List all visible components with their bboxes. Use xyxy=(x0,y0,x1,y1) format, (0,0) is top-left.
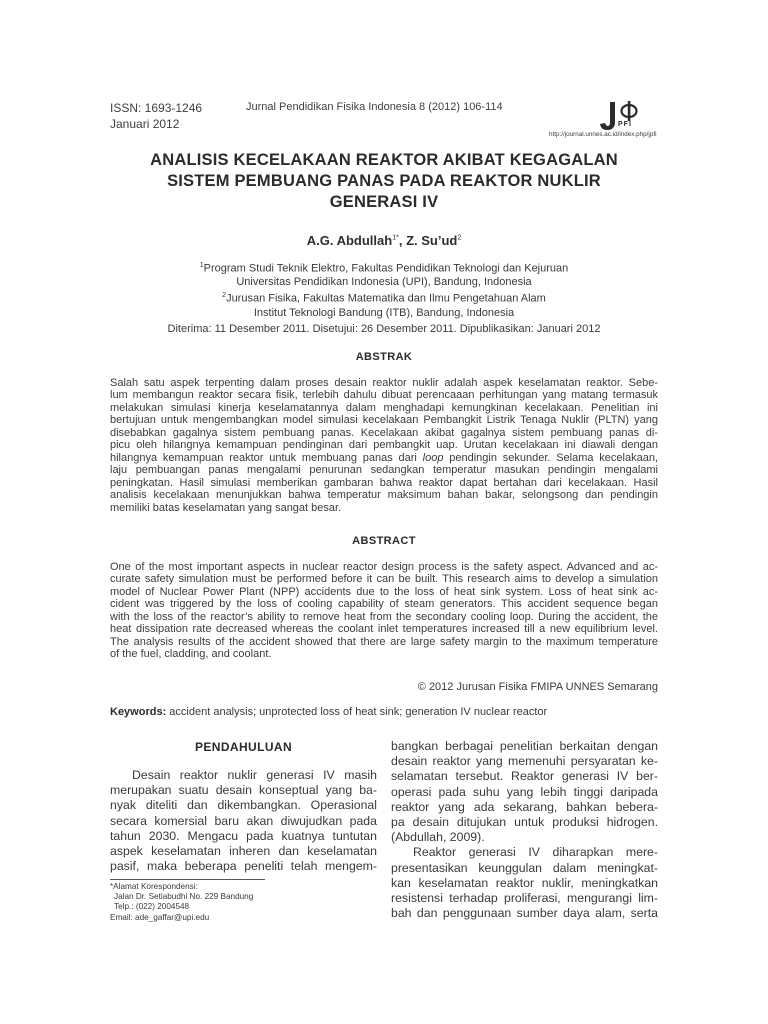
abstract-line: The analysis results of the accident showed that there are large safety margin to the maximum temperature xyxy=(110,635,658,648)
keywords-text: accident analysis; unprotected loss of heat sink; generation IV nuclear reactor xyxy=(166,706,548,718)
footnote xyxy=(110,882,253,923)
body-line: merupakan suatu desain konseptual yang ba- xyxy=(110,783,377,798)
body-line: presentasikan keunggulan dalam meningkat- xyxy=(391,860,658,875)
footnote-line: Telp.: (022) 2004548 xyxy=(114,902,190,912)
affiliations xyxy=(0,259,768,320)
abstrak-italic-term: loop xyxy=(422,451,444,464)
title-line: SISTEM PEMBUANG PANAS PADA REAKTOR NUKLIR xyxy=(167,172,601,190)
footnote-rule xyxy=(110,879,265,880)
abstrak-line: picu oleh hilangnya kemampuan pendinginan dari pembangkit uap. Urutan kecelakaan ini diawali dengan xyxy=(110,439,658,452)
section-heading-pendahuluan: PENDAHULUAN xyxy=(194,740,293,754)
body-line: Desain reaktor nuklir generasi IV masih xyxy=(132,768,377,782)
article-title xyxy=(60,150,708,213)
footnote-line: Jalan Dr. Setiabudhi No. 229 Bandung xyxy=(114,892,254,902)
abstract-heading: ABSTRACT xyxy=(352,535,416,547)
body-line: pasif, maka beberapa peneliti telah mengem- xyxy=(110,859,377,874)
abstrak-line: memiliki batas keselamatan yang sangat besar. xyxy=(110,501,342,514)
publication-dates: Diterima: 11 Desember 2011. Disetujui: 26 Desember 2011. Dipublikasikan: Januari 2012 xyxy=(167,323,601,335)
affiliation-text: Jurusan Fisika, Fakultas Matematika dan Ilmu Pengetahuan Alam xyxy=(226,293,546,306)
abstrak-heading: ABSTRAK xyxy=(355,351,413,363)
title-line: ANALISIS KECELAKAAN REAKTOR AKIBAT KEGAGALAN xyxy=(150,151,618,169)
affiliation-line xyxy=(0,259,768,276)
author-1-mark: 1* xyxy=(392,234,399,242)
abstract-line: cident was triggered by the loss of cooling capability of steam generators. This accident sequence began xyxy=(110,598,658,611)
issn: ISSN: 1693-1246 xyxy=(110,101,203,115)
body-line: nyak diteliti dan dikembangkan. Operasional xyxy=(110,798,377,813)
footnote-line: *Alamat Korespondensi: xyxy=(110,882,198,891)
logo-label: PFI xyxy=(618,121,632,128)
body-line: aspek keselamatan inheren dan keselamatan xyxy=(110,844,377,859)
abstrak-line: analisis kecelakaan menunjukkan bahwa temperatur maksimum bahan bakar, selongsong dan pendingin xyxy=(110,489,658,502)
right-column-body xyxy=(391,739,658,921)
abstract-line: model of Nuclear Power Plant (NPP) accidents due to the loss of heat sink system. Loss of heat sink ac- xyxy=(110,585,658,598)
affiliation-line xyxy=(0,289,768,306)
abstrak-line: bertujuan untuk mengembangkan model simulasi kecelakaan Pembangkit Listrik Tenaga Nuklir (PLTN) yang xyxy=(110,414,658,427)
abstract-line: curate safety simulation must be performed before it can be built. This research aims to develop a simulation xyxy=(110,573,658,586)
body-line: pa desain ditujukan untuk produksi hidrogen. xyxy=(391,815,658,830)
journal-url: http://journal.unnes.ac.id/index.php/jpfi xyxy=(549,131,657,138)
keywords xyxy=(110,706,547,718)
body-line: kan keselamatan reaktor nuklir, meningkatkan xyxy=(391,875,658,890)
copyright-notice: © 2012 Jurusan Fisika FMIPA UNNES Semarang xyxy=(417,681,658,693)
body-line: tahun 2030. Mengacu pada kuatnya tuntutan xyxy=(110,828,377,843)
affiliation-mark: 1 xyxy=(199,262,204,269)
abstrak-body xyxy=(110,377,658,514)
body-line: secara komersial baru akan diwujudkan pada xyxy=(110,813,377,828)
issue-date: Januari 2012 xyxy=(110,117,180,131)
abstrak-line: melakukan simulasi kinerja keselamatannya dalam menghadapi kemungkinan kecelakaan. Penelitian ini xyxy=(110,401,658,414)
body-line: resistensi terhadap proliferasi, mengurangi lim- xyxy=(391,891,658,906)
abstract-line: heat dissipation rate decreased whereas the coolant inlet temperatures increased till a new equilibrium level. xyxy=(110,623,658,636)
affiliation-line: Universitas Pendidikan Indonesia (UPI), Bandung, Indonesia xyxy=(236,276,532,289)
affiliation-text: Program Studi Teknik Elektro, Fakultas Pendidikan Teknologi dan Kejuruan xyxy=(203,262,569,275)
body-line: selamatan tersebut. Reaktor generasi IV ber- xyxy=(391,769,658,784)
authors xyxy=(0,233,768,248)
body-line: operasi pada suhu yang lebih tinggi daripada xyxy=(391,784,658,799)
body-line: bangkan berbagai penelitian berkaitan dengan xyxy=(391,739,658,753)
left-column-body xyxy=(110,768,377,874)
abstrak-line: disebabkan gagalnya sistem pembuang panas. Kecelakaan akibat gagalnya sistem pembuang panas di- xyxy=(110,426,658,439)
journal-citation: Jurnal Pendidikan Fisika Indonesia 8 (2012) 106-114 xyxy=(246,101,503,113)
abstrak-line-part: pendingin sekunder. Selama kecelakaan, xyxy=(443,451,659,464)
affiliation-mark: 2 xyxy=(222,292,227,300)
abstrak-line: Salah satu aspek terpenting dalam proses desain reaktor nuklir adalah aspek keselamatan reaktor. Sebe- xyxy=(110,377,658,389)
title-line: GENERASI IV xyxy=(329,193,439,211)
body-line: bah dan penggunaan sumber daya alam, serta xyxy=(391,906,658,921)
abstrak-line: laju pembuangan panas mengalami penurunan sedangkan temperatur masukan pendingin mengalami xyxy=(110,464,658,477)
abstract-body xyxy=(110,561,658,661)
author-separator: , xyxy=(398,233,407,248)
author-2-mark: 2 xyxy=(457,234,462,242)
body-line: Reaktor generasi IV diharapkan mere- xyxy=(413,845,658,860)
abstract-line: with the loss of the reactor’s ability to remove heat from the secondary cooling loop. During the accident, the xyxy=(110,610,658,623)
abstrak-line: lum membangun reaktor secara fisik, terlebih dahulu dibuat perencaaan perhitungan yang matang termasuk xyxy=(110,389,658,402)
body-line: reaktor yang ada sekarang, bahkan bebera- xyxy=(391,799,658,814)
author-2: Z. Su’ud xyxy=(406,233,458,248)
body-line: (Abdullah, 2009). xyxy=(391,830,485,845)
abstrak-line xyxy=(110,452,658,464)
affiliation-line: Institut Teknologi Bandung (ITB), Bandung, Indonesia xyxy=(253,306,515,319)
footnote-line: Email: ade_gaffar@upi.edu xyxy=(110,912,210,922)
keywords-label: Keywords: xyxy=(110,706,167,718)
abstract-line: One of the most important aspects in nuclear reactor design process is the safety aspect. Advanced and ac- xyxy=(110,561,658,573)
abstrak-line: peningkatan. Hasil simulasi memberikan gambaran bahwa reaktor dapat bertahan dari kecelakaan. Hasil xyxy=(110,476,658,489)
abstrak-line-part: hilangnya kemampuan reaktor untuk membuang panas dari xyxy=(110,451,423,464)
abstract-line: of the fuel, cladding, and coolant. xyxy=(110,648,272,661)
body-line: desain reaktor yang memenuhi persyaratan ke- xyxy=(391,754,658,769)
author-1: A.G. Abdullah xyxy=(306,233,393,248)
